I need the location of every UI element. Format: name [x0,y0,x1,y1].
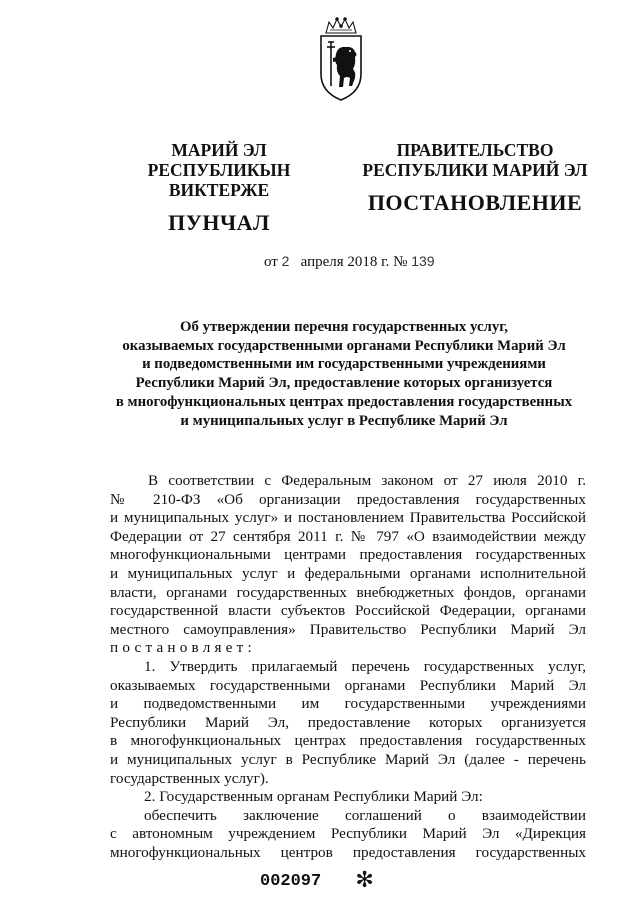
header-right-doc-type: ПОСТАНОВЛЕНИЕ [367,190,583,215]
page-footer [260,866,400,891]
body-line: 1. Утвердить прилагаемый перечень государственных услуг, [144,657,586,675]
body-line: государственных услуг). [110,769,269,787]
body-line: государственной власти субъектов Российской Федерации, органами [110,602,586,620]
document-date-line [264,253,484,271]
coat-of-arms-emblem [316,16,366,102]
crown-icon [326,18,356,33]
body-line: местного самоуправления» Правительство Республики Марий Эл [110,620,586,638]
title-line: Об утверждении перечня государственных услуг, [180,319,508,335]
title-line: Республики Марий Эл, предоставление которых организуется [135,375,553,392]
asterisk-mark-icon: ✻ [355,868,374,893]
document-title [104,318,584,430]
body-line: и муниципальных услуг и федеральными органами исполнительной [110,564,586,582]
header-left-block [100,140,338,236]
body-line: в многофункциональных центрах предоставления государственных [110,732,586,750]
title-line: и муниципальных услуг в Республике Марий Эл [180,412,508,429]
title-line: оказываемых государственными органами Республики Марий Эл [122,337,566,354]
form-serial-number: 002097 [260,872,322,891]
body-line: с автономным учреждением Республики Марий Эл «Дирекция [110,825,586,843]
header-right-line2: РЕСПУБЛИКИ МАРИЙ ЭЛ [362,160,588,180]
body-line: Федерации от 27 сентября 2011 г. № 797 «О взаимодействии между [110,527,586,545]
body-line: 2. Государственным органам Республики Марий Эл: [144,788,483,806]
body-line: постановляет: [110,639,256,657]
date-prefix: от [264,254,278,270]
body-line: обеспечить заключение соглашений о взаимодействии [144,806,586,824]
document-number: 139 [411,253,435,269]
body-line: Республики Марий Эл, предоставление которых организуется [110,713,586,731]
body-line: многофункциональными центрами предоставления государственных [110,546,586,564]
body-line: и подведомственными им государственными учреждениями [110,695,586,713]
header-right-line1: ПРАВИТЕЛЬСТВО [396,140,554,160]
header-left-line1: МАРИЙ ЭЛ РЕСПУБЛИКЫН [147,140,291,180]
body-line: многофункциональных центров предоставления государственных [110,843,586,861]
document-body [110,472,586,862]
body-line: В соответствии с Федеральным законом от 27 июля 2010 г. [148,472,586,489]
body-line: и муниципальных услуг» и постановлением Правительства Российской [110,509,586,527]
date-day: 2 [281,253,290,269]
body-line: оказываемых государственными органами Республики Марий Эл [110,676,586,694]
title-line: и подведомственными им государственными учреждениями [142,356,546,373]
header-right-block [360,140,590,216]
date-month-year: апреля 2018 г. № [300,254,408,270]
header-left-doc-type: ПУНЧАЛ [168,210,270,235]
body-line: власти, органами государственных внебюджетных фондов, органами [110,583,586,601]
header-left-line2: ВИКТЕРЖЕ [168,180,270,200]
body-line: № 210-ФЗ «Об организации предоставления государственных [110,490,586,508]
body-line: и муниципальных услуг в Республике Марий Эл (далее - перечень [110,750,586,768]
title-line: в многофункциональных центрах предоставления государственных [115,393,573,410]
